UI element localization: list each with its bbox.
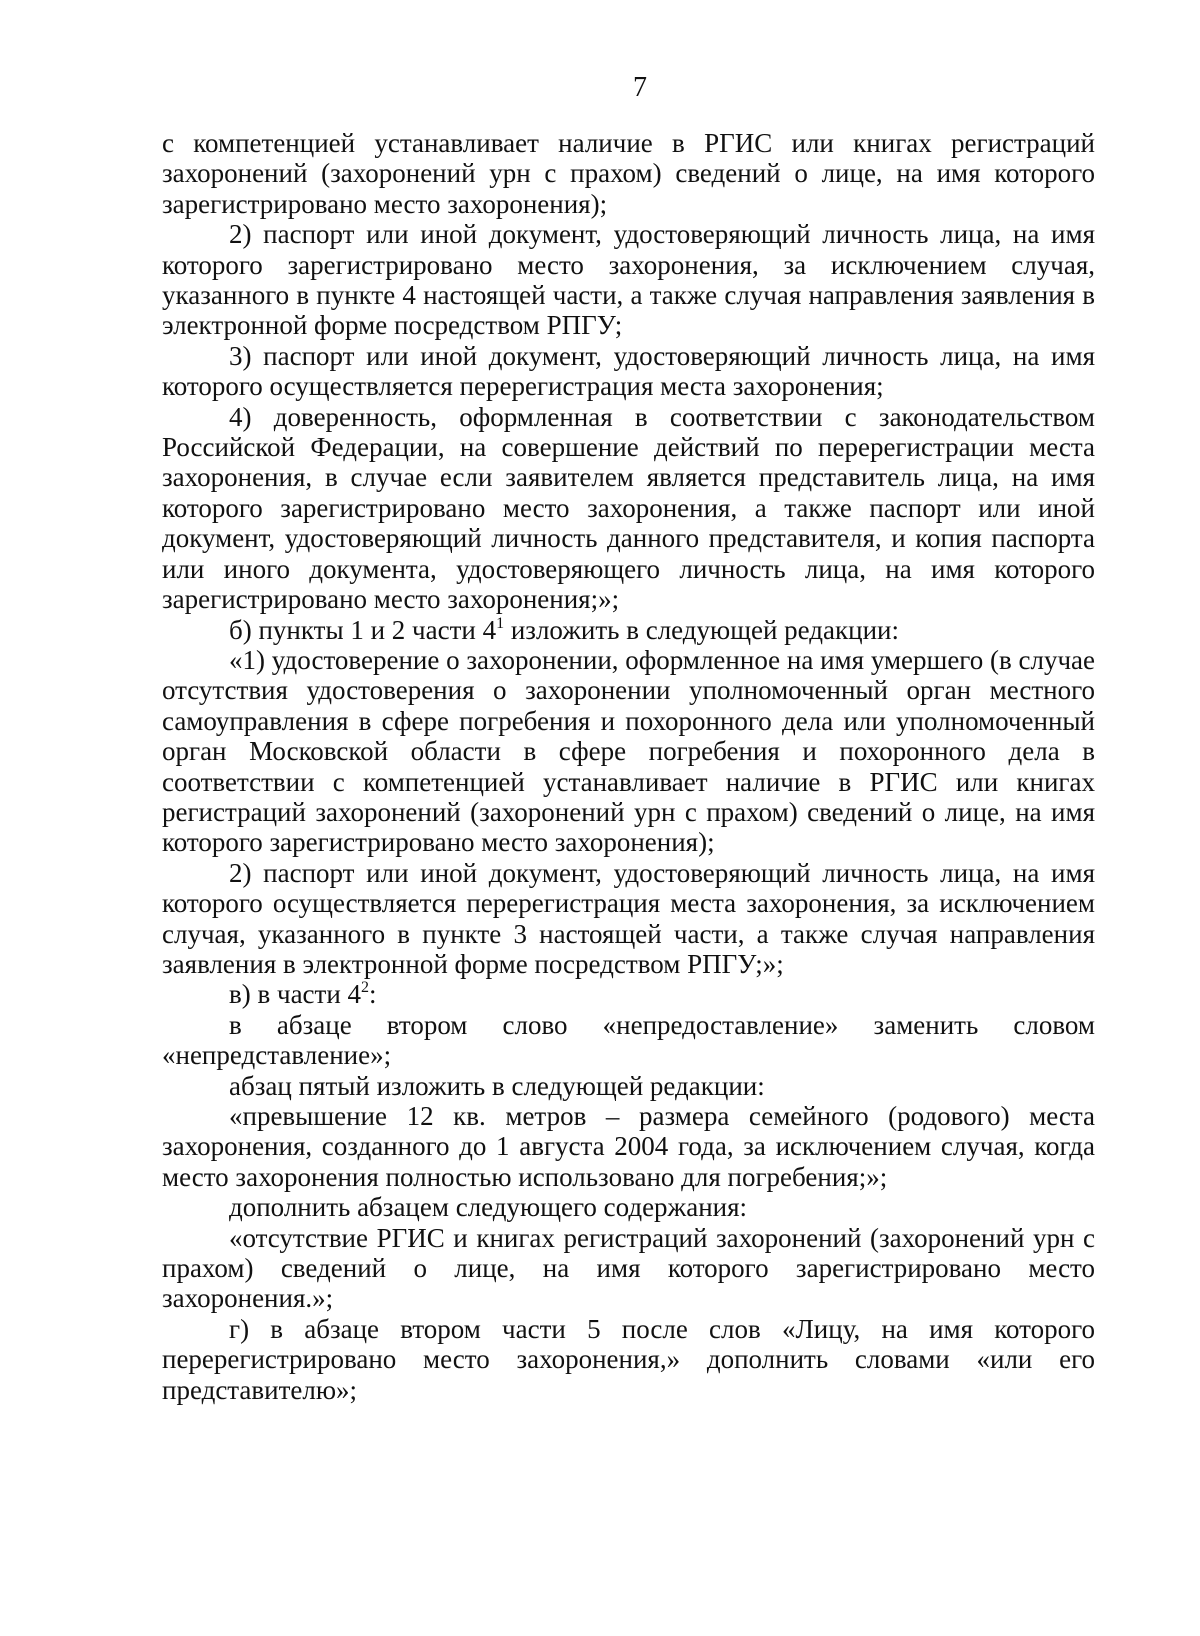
- paragraph-subitem-v-before: в) в части 4: [229, 979, 362, 1010]
- paragraph-item-2-passport: 2) паспорт или иной документ, удостоверяющий личность лица, на имя которого зарегистрировано место захоронения, за исключением случая, указанного в пункте 4 настоящей части, а также случая направления заявления в электронной форме посредством РПГУ;: [162, 219, 1095, 341]
- paragraph-subitem-b: [162, 615, 1095, 645]
- paragraph-item-4-power-of-attorney: 4) доверенность, оформленная в соответствии с законодательством Российской Федерации, на совершение действий по перерегистрации места захоронения, в случае если заявителем является представитель лица, на имя которого зарегистрировано место захоронения, а также паспорт или иной документ, удостоверяющий личность данного представителя, и копия паспорта или иного документа, удостоверяющего личность лица, на имя которого зарегистрировано место захоронения;»;: [162, 401, 1095, 615]
- paragraph-subitem-v-after: :: [369, 979, 377, 1010]
- paragraph-new-item-2: 2) паспорт или иной документ, удостоверяющий личность лица, на имя которого осуществляется перерегистрация места захоронения, за исключением случая, указанного в пункте 3 настоящей части, а также случая направления заявления в электронной форме посредством РПГУ;»;: [162, 857, 1095, 979]
- paragraph-absence-rgis: «отсутствие РГИС и книгах регистраций захоронений (захоронений урн с прахом) сведений о лице, на имя которого зарегистрировано место захоронения.»;: [162, 1222, 1095, 1314]
- paragraph-replace-word: в абзаце втором слово «непредоставление» заменить словом «непредставление»;: [162, 1009, 1095, 1071]
- paragraph-continuation: с компетенцией устанавливает наличие в РГИС или книгах регистраций захоронений (захоронений урн с прахом) сведений о лице, на имя которого зарегистрировано место захоронения);: [162, 128, 1095, 219]
- page-number: 7: [633, 72, 647, 103]
- paragraph-subitem-b-superscript: 1: [496, 614, 505, 632]
- paragraph-subitem-b-after: изложить в следующей редакции:: [504, 614, 899, 645]
- paragraph-subitem-v: [162, 979, 1095, 1009]
- paragraph-subitem-b-before: б) пункты 1 и 2 части 4: [229, 614, 497, 645]
- paragraph-item-3-passport: 3) паспорт или иной документ, удостоверяющий личность лица, на имя которого осуществляется перерегистрация места захоронения;: [162, 340, 1095, 402]
- paragraph-exceeding-area: «превышение 12 кв. метров – размера семейного (родового) места захоронения, созданного до 1 августа 2004 года, за исключением случая, когда место захоронения полностью использовано для погребения;»;: [162, 1101, 1095, 1192]
- document-body: [162, 128, 1095, 1405]
- paragraph-new-item-1: «1) удостоверение о захоронении, оформленное на имя умершего (в случае отсутствия удостоверения о захоронении уполномоченный орган местного самоуправления в сфере погребения и похоронного дела или уполномоченный орган Московской области в сфере погребения и похоронного дела в соответствии с компетенцией устанавливает наличие в РГИС или книгах регистраций захоронений (захоронений урн с прахом) сведений о лице, на имя которого зарегистрировано место захоронения);: [162, 644, 1095, 858]
- paragraph-fifth-abzac: абзац пятый изложить в следующей редакции:: [229, 1070, 765, 1101]
- paragraph-subitem-v-superscript: 2: [361, 979, 370, 997]
- paragraph-subitem-g: г) в абзаце втором части 5 после слов «Лицу, на имя которого перерегистрировано место захоронения,» дополнить словами «или его представителю»;: [162, 1313, 1095, 1405]
- paragraph-add-abzac: дополнить абзацем следующего содержания:: [229, 1192, 748, 1223]
